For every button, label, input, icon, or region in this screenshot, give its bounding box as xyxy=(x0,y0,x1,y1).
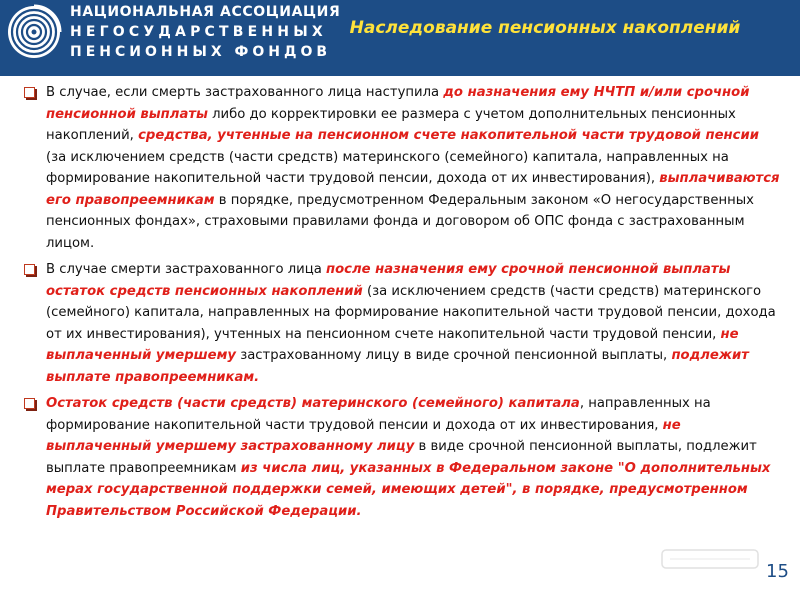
checkbox-bullet-icon xyxy=(24,264,35,275)
emphasis-segment: после назначения ему срочной пенсионной выплаты остаток средств пенсионных накоплений xyxy=(46,262,731,299)
org-name-line-3: ПЕНСИОННЫХ ФОНДОВ xyxy=(70,44,332,60)
paragraph-1 xyxy=(22,82,782,254)
org-name-line-2: НЕГОСУДАРСТВЕННЫХ xyxy=(70,24,327,40)
header-bar xyxy=(0,0,800,76)
emphasis-segment: не выплаченный умершему xyxy=(46,326,739,363)
emphasis-segment: выплачиваются его правопреемникам xyxy=(46,171,780,208)
text-segment: (за исключением средств (части средств) материнского (семейного) капитала, направленных на формирование накопительной части трудовой пенсии, дохода от их инвестирования), учтенных на пенсионном счете накопительной части трудовой пенсии, xyxy=(46,283,776,342)
text-segment: (за исключением средств (части средств) материнского (семейного) капитала, направленных на формирование накопительной части трудовой пенсии, дохода от их инвестирования), xyxy=(46,149,729,186)
emphasis-segment: до назначения ему НЧТП и/или срочной пенсионной выплаты xyxy=(46,85,750,122)
emphasis-segment: Остаток средств (части средств) материнского (семейного) капитала xyxy=(46,396,580,411)
org-name-line-1: НАЦИОНАЛЬНАЯ АССОЦИАЦИЯ xyxy=(70,4,341,20)
paragraph-3 xyxy=(22,393,782,522)
slide-content xyxy=(22,82,782,527)
text-segment: В случае, если смерть застрахованного лица наступила xyxy=(46,85,444,100)
checkbox-bullet-icon xyxy=(24,398,35,409)
text-segment: либо до корректировки ее размера с учетом дополнительных пенсионных накоплений, xyxy=(46,106,736,143)
emphasis-segment: подлежит выплате правопреемникам. xyxy=(46,348,749,385)
watermark-icon xyxy=(660,546,760,572)
emphasis-segment: не выплаченный умершему застрахованному лицу xyxy=(46,417,681,454)
text-segment: в виде срочной пенсионной выплаты, подлежит выплате правопреемникам xyxy=(46,439,757,476)
paragraph-2 xyxy=(22,259,782,388)
slide-title: Наследование пенсионных накоплений xyxy=(349,18,741,38)
checkbox-bullet-icon xyxy=(24,87,35,98)
text-segment: в порядке, предусмотренном Федеральным законом «О негосударственных пенсионных фондах», страховыми правилами фонда и договором об ОПС фонда с застрахованным лицом. xyxy=(46,192,754,251)
text-segment: застрахованному лицу в виде срочной пенсионной выплаты, xyxy=(236,348,672,363)
text-segment: В случае смерти застрахованного лица xyxy=(46,262,326,277)
page-number: 15 xyxy=(766,561,789,582)
text-segment: , направленных на формирование накопительной части трудовой пенсии и дохода от их инвестирования, xyxy=(46,396,711,433)
spiral-logo-icon xyxy=(6,4,62,60)
emphasis-segment: средства, учтенные на пенсионном счете накопительной части трудовой пенсии xyxy=(138,128,759,143)
emphasis-segment: из числа лиц, указанных в Федеральном законе "О дополнительных мерах государственной поддержки семей, имеющих детей", в порядке, предусмотренном Правительством Российской Федерации. xyxy=(46,460,771,519)
